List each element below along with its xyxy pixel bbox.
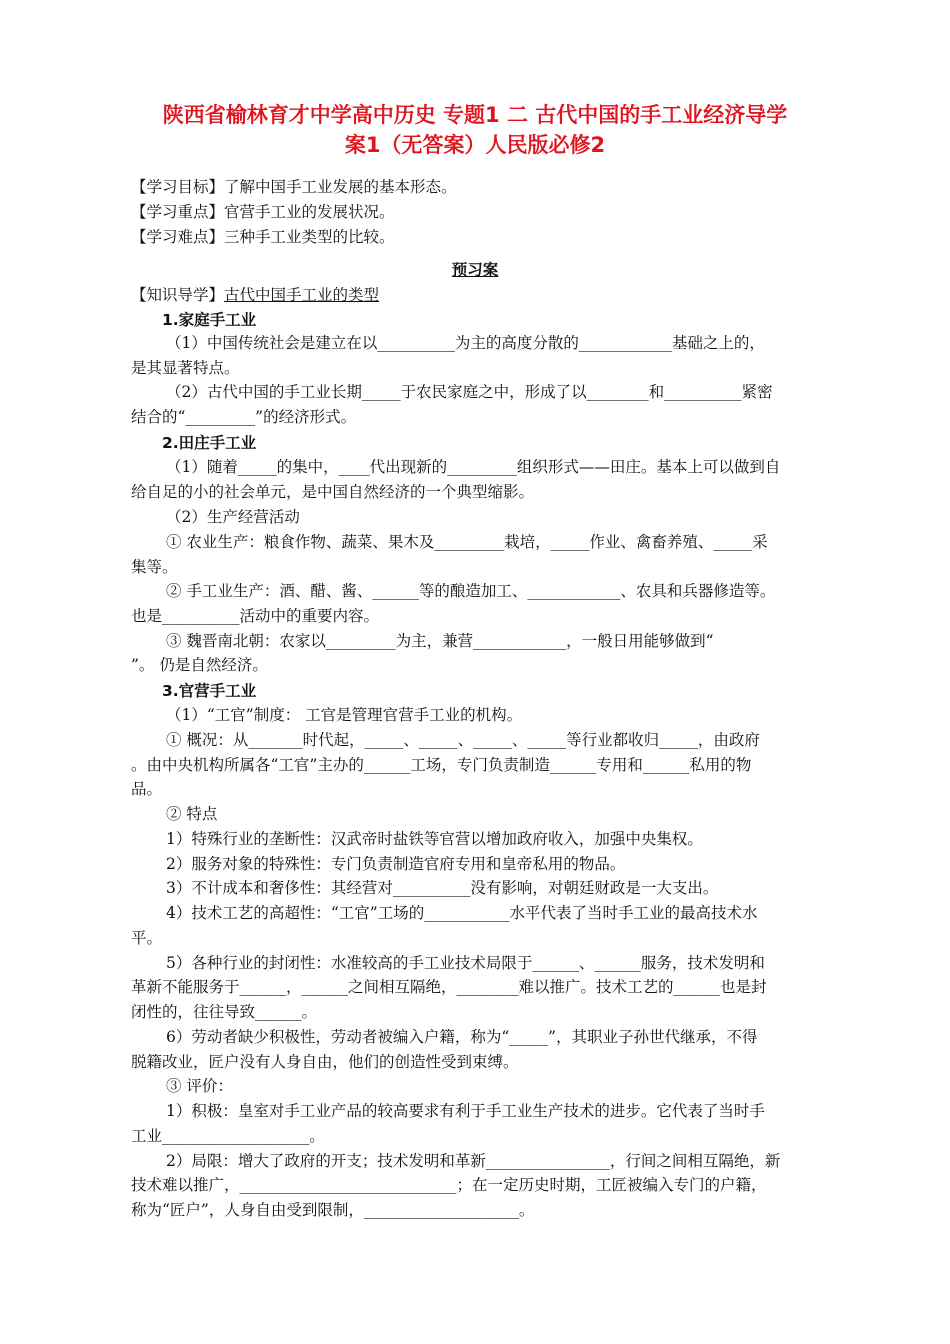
heading-manor-handicraft: 2.田庄手工业 xyxy=(162,434,257,452)
knowledge-guide xyxy=(131,284,379,306)
text-line: ③ 评价： xyxy=(166,1077,233,1095)
text-line: 称为“匠户”，人身自由受到限制，____________________。 xyxy=(131,1201,535,1219)
text-line: 。由中央机构所属各“工官”主办的______工场，专门负责制造______专用和______私用的物 xyxy=(131,756,752,774)
learning-focus: 【学习重点】官营手工业的发展状况。 xyxy=(131,203,395,221)
text-line: 1）特殊行业的垄断性：汉武帝时盐铁等官营以增加政府收入，加强中央集权。 xyxy=(166,830,703,848)
text-line: 集等。 xyxy=(131,558,178,576)
text-line: ① 农业生产：粮食作物、蔬菜、果木及_________栽培，_____作业、禽畜养殖、_____采 xyxy=(166,533,768,551)
text-line: （2）古代中国的手工业长期_____于农民家庭之中，形成了以________和__________紧密 xyxy=(166,383,773,401)
text-line: 5）各种行业的封闭性：水准较高的手工业技术局限于______、______服务，技术发明和 xyxy=(166,954,765,972)
text-line: 技术难以推广，____________________________；在一定历史时期，工匠被编入专门的户籍， xyxy=(131,1176,767,1194)
section-heading-preview: 预习案 xyxy=(451,261,499,279)
text-line: 结合的“_________”的经济形式。 xyxy=(131,408,357,426)
text-line: （1）中国传统社会是建立在以__________为主的高度分散的____________基础之上的， xyxy=(166,334,765,352)
text-line: ”。 仍是自然经济。 xyxy=(131,656,268,674)
knowledge-guide-topic: 古代中国手工业的类型 xyxy=(224,286,380,304)
text-line: 2）局限：增大了政府的开支；技术发明和革新________________，行间之间相互隔绝，新 xyxy=(166,1152,781,1170)
heading-household-handicraft: 1.家庭手工业 xyxy=(162,311,257,329)
text-line: 4）技术工艺的高超性：“工官”工场的___________水平代表了当时手工业的最高技术水 xyxy=(166,904,758,922)
text-line: 也是__________活动中的重要内容。 xyxy=(131,607,380,625)
text-line: 2）服务对象的特殊性：专门负责制造官府专用和皇帝私用的物品。 xyxy=(166,855,626,873)
text-line: （2）生产经营活动 xyxy=(166,508,300,526)
text-line: ② 特点 xyxy=(166,805,218,823)
learning-goal: 【学习目标】了解中国手工业发展的基本形态。 xyxy=(131,178,457,196)
text-line: 给自足的小的社会单元，是中国自然经济的一个典型缩影。 xyxy=(131,483,535,501)
document-title-line-2: 案1（无答案）人民版必修2 xyxy=(344,133,606,157)
text-line: 闭性的，往往导致______。 xyxy=(131,1003,318,1021)
text-line: ② 手工业生产：酒、醋、酱、______等的酿造加工、____________、农具和兵器修造等。 xyxy=(166,582,776,600)
document-title-line-1: 陕西省榆林育才中学高中历史 专题1 二 古代中国的手工业经济导学 xyxy=(162,103,788,127)
text-line: （1）“工官”制度： 工官是管理官营手工业的机构。 xyxy=(166,706,523,724)
text-line: 脱籍改业，匠户没有人身自由，他们的创造性受到束缚。 xyxy=(131,1053,519,1071)
knowledge-guide-label: 【知识导学】 xyxy=(131,286,225,304)
text-line: 工业___________________。 xyxy=(131,1127,325,1145)
text-line: 1）积极：皇室对手工业产品的较高要求有利于手工业生产技术的进步。它代表了当时手 xyxy=(166,1102,765,1120)
text-line: 品。 xyxy=(131,780,163,798)
text-line: 6）劳动者缺少积极性，劳动者被编入户籍，称为“_____”，其职业子孙世代继承，不得 xyxy=(166,1028,758,1046)
learning-difficulty: 【学习难点】三种手工业类型的比较。 xyxy=(131,228,395,246)
text-line: 是其显著特点。 xyxy=(131,359,240,377)
heading-official-handicraft: 3.官营手工业 xyxy=(162,682,257,700)
text-line: ① 概况：从_______时代起，_____、_____、_____、_____等行业都收归_____，由政府 xyxy=(166,731,760,749)
text-line: 3）不计成本和奢侈性：其经营对__________没有影响，对朝廷财政是一大支出。 xyxy=(166,879,719,897)
text-line: 平。 xyxy=(131,929,163,947)
text-line: ③ 魏晋南北朝：农家以_________为主，兼营____________，一般日用能够做到“ xyxy=(166,632,714,650)
text-line: 革新不能服务于______，______之间相互隔绝，________难以推广。技术工艺的______也是封 xyxy=(131,978,767,996)
text-line: （1）随着_____的集中，____代出现新的_________组织形式——田庄。基本上可以做到自 xyxy=(166,458,781,476)
